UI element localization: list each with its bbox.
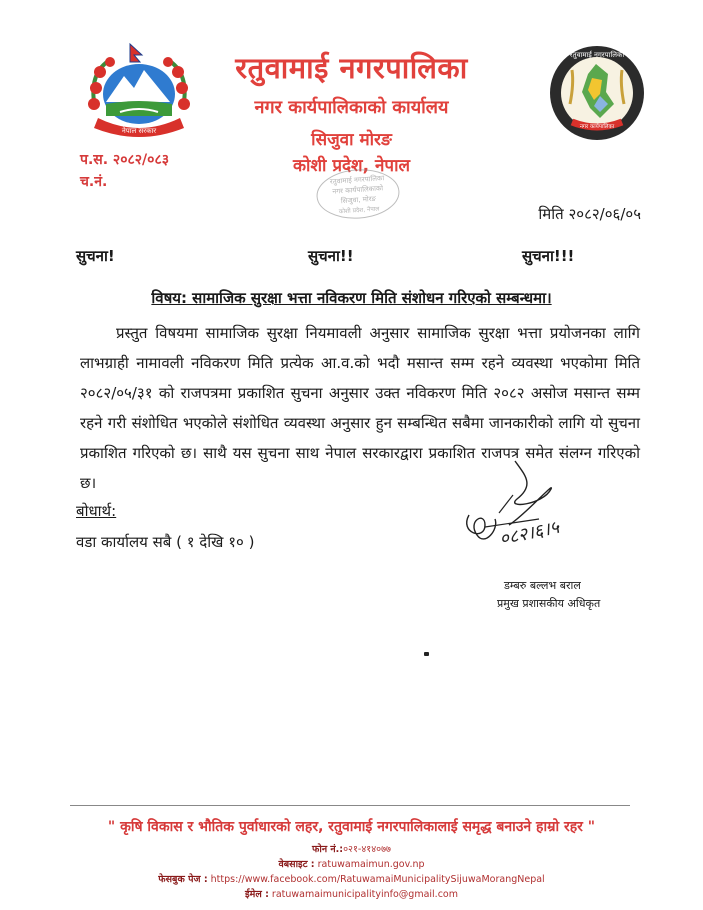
email-value[interactable]: ratuwamaimunicipalityinfo@gmail.com	[271, 889, 458, 900]
stamp-line-4: कोशी प्रदेश, नेपाल	[338, 205, 380, 216]
signatory-name: डम्बरु बल्लभ बराल	[504, 579, 581, 592]
handwritten-signature	[455, 455, 595, 565]
letter-date: मिति २०८२/०६/०५	[538, 205, 641, 223]
stamp-line-2: नगर कार्यपालिकाको	[332, 184, 384, 196]
letter-subject: विषय: सामाजिक सुरक्षा भत्ता नविकरण मिति संशोधन गरिएको सम्बन्धमा।	[151, 289, 552, 307]
facebook-link[interactable]: https://www.facebook.com/RatuwamaiMunicipalitySijuwaMorangNepal	[210, 874, 545, 885]
footer-email	[0, 887, 703, 900]
footer-facebook	[0, 872, 703, 885]
notice-heading-2: सुचना!!	[308, 247, 354, 265]
email-label: ईमेल :	[244, 889, 269, 900]
office-stamp	[313, 165, 402, 223]
letter-body: प्रस्तुत विषयमा सामाजिक सुरक्षा नियमावली अनुसार सामाजिक सुरक्षा भत्ता प्रयोजनका लागि लाभग्राही नामावली नविकरण मिति प्रत्येक आ.व.को भदौ मसान्त सम्म रहने व्यवस्था भएकोमा मिति २०८२/०५/३१ को राजपत्रमा प्रकाशित सुचना अनुसार उक्त नविकरण मिति २०८२ असोज मसान्त सम्म रहने गरी संशोधित भएकोले संशोधित व्यवस्था अनुसार हुन सम्बन्धित सबैमा जानकारीको लागि यो सुचना प्रकाशित गरिएको छ। साथै यस सुचना साथ नेपाल सरकारद्वारा प्रकाशित राजपत्र समेत संलग्न गरिएको छ।	[80, 324, 640, 492]
office-province: कोशी प्रदेश, नेपाल	[293, 156, 410, 176]
municipality-name: रतुवामाई नगरपालिका	[235, 51, 468, 85]
phone-value: ०२१-४१४०७७	[343, 844, 391, 855]
stray-mark	[424, 652, 429, 656]
website-value[interactable]: ratuwamaimun.gov.np	[317, 859, 425, 870]
stamp-line-3: सिजुवा, मोरङ	[340, 194, 377, 206]
seal-bottom-caption: नगर कार्यपालिका	[579, 124, 615, 130]
signatory-designation: प्रमुख प्रशासकीय अधिकृत	[497, 597, 601, 610]
notice-heading-1: सुचना!	[76, 247, 115, 265]
signature-date: ०८२।६।५	[497, 516, 562, 551]
seal-top-caption: रतुवामाई नगरपालिका	[569, 51, 625, 59]
footer-slogan: " कृषि विकास र भौतिक पुर्वाधारको लहर, रतुवामाई नगरपालिकालाई समृद्ध बनाउने हाम्रो रहर "	[107, 819, 596, 835]
office-name: नगर कार्यपालिकाको कार्यालय	[254, 97, 449, 118]
facebook-label: फेसबुक पेज :	[158, 874, 208, 885]
website-label: वेबसाइट :	[278, 859, 315, 870]
footer-website	[0, 857, 703, 870]
notice-heading-3: सुचना!!!	[522, 247, 575, 265]
phone-label: फोन नं.:	[312, 844, 344, 855]
bodharth-recipient: वडा कार्यालय सबै ( १ देखि १० )	[76, 533, 255, 551]
footer-divider	[70, 805, 630, 806]
office-location: सिजुवा मोरङ	[311, 130, 392, 150]
stamp-line-1: रतुवामाई नगरपालिका	[329, 174, 385, 186]
letter-reference-number: प.स. २०८२/०८३	[80, 152, 169, 168]
footer-phone	[0, 842, 703, 855]
nepal-emblem-caption: नेपाल सरकार	[121, 127, 157, 135]
bodharth-label: बोधार्थ:	[76, 502, 117, 520]
dispatch-number: च.नं.	[80, 174, 108, 190]
